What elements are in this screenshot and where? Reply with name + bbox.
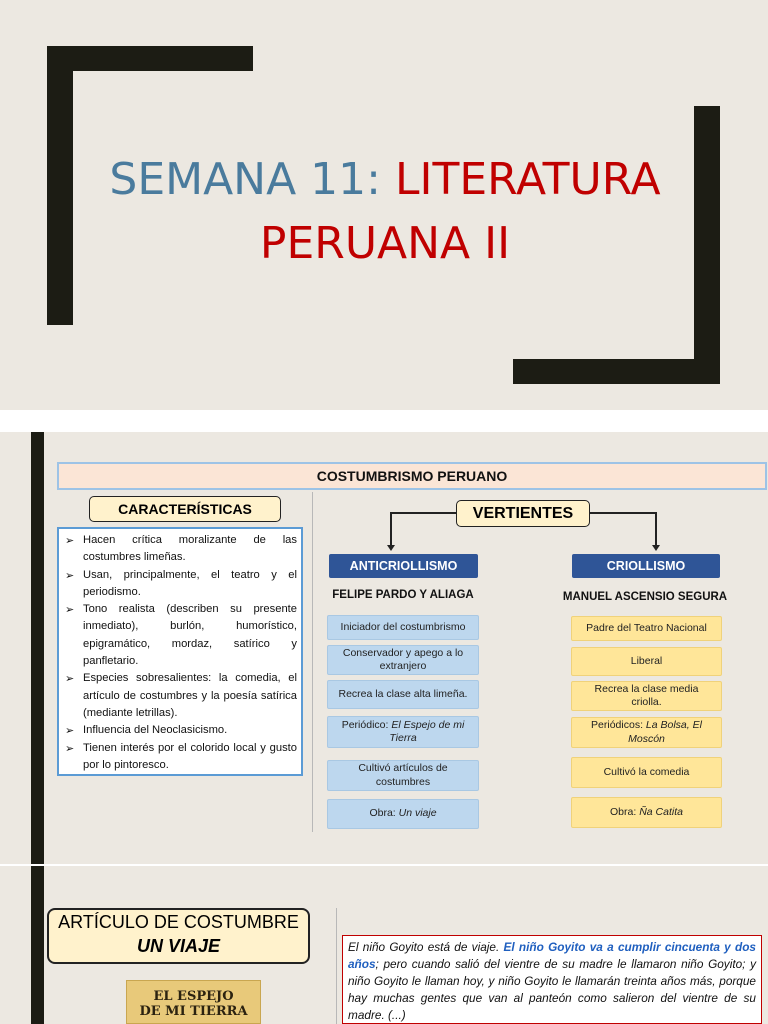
- book-cover-image: [126, 980, 261, 1024]
- anticriollismo-header: ANTICRIOLLISMO: [329, 554, 478, 578]
- connector-left-horizontal: [390, 512, 456, 514]
- arrow-down-icon: [652, 545, 660, 551]
- item-title: La Bolsa, El Moscón: [628, 719, 702, 745]
- item-text: Recrea la clase alta limeña.: [338, 687, 468, 700]
- article-name: UN VIAJE: [136, 936, 221, 956]
- title-week: SEMANA 11:: [109, 154, 395, 205]
- title-subject-line2: PERUANA II: [259, 218, 511, 269]
- item-title: Ña Catita: [639, 805, 683, 818]
- slide-title: [60, 148, 710, 276]
- item-prefix: Obra:: [610, 805, 640, 818]
- excerpt-text: El niño Goyito está de viaje.: [348, 940, 504, 954]
- item-text: Cultivó artículos de costumbres: [358, 762, 448, 788]
- item-text: Conservador y apego a lo extranjero: [342, 646, 464, 672]
- characteristics-list: [57, 527, 303, 776]
- anticriollismo-author: FELIPE PARDO Y ALIAGA: [332, 589, 474, 601]
- list-item: ➢ Especies sobresalientes: la comedia, el artículo de costumbres y la poesía satírica (mediante letrillas).: [65, 670, 297, 722]
- item-text: Liberal: [630, 654, 663, 667]
- anticriollismo-item: [327, 716, 479, 748]
- criollismo-item: [571, 616, 722, 641]
- title-subject: LITERATURA: [394, 154, 661, 205]
- column-separator: [336, 908, 337, 1024]
- list-item: ➢ Influencia del Neoclasicismo.: [65, 722, 297, 739]
- article-excerpt: [342, 935, 762, 1024]
- anticriollismo-item: [327, 615, 479, 640]
- costumbrismo-header: COSTUMBRISMO PERUANO: [57, 462, 767, 490]
- connector-left-vertical: [390, 512, 392, 546]
- book-title-line2: DE MI TIERRA: [139, 1004, 248, 1019]
- excerpt-text: ; pero cuando salió del vientre de su madre le llamaron niño Goyito; y niño Goyito le llaman hoy, y niño Goyito le llamarán treinta años más, porque hay muchas gentes que van al panteón como salieron del vientre de su madre. (...): [348, 957, 756, 1022]
- book-title-line1: EL ESPEJO: [153, 989, 234, 1004]
- left-accent-bar: [31, 432, 44, 864]
- excerpt-highlight: El niño Goyito va a cumplir cincuenta y dos años: [348, 940, 756, 971]
- connector-right-horizontal: [590, 512, 656, 514]
- criollismo-item: [571, 681, 722, 711]
- page-divider: [0, 410, 768, 432]
- item-prefix: Obra:: [369, 807, 399, 820]
- criollismo-item: [571, 647, 722, 676]
- item-prefix: Periódicos:: [591, 719, 646, 731]
- left-accent-bar: [31, 866, 44, 1024]
- criollismo-header: CRIOLLISMO: [572, 554, 720, 578]
- article-title-box: [47, 908, 310, 964]
- frame-bracket-bottom-right: [513, 359, 720, 384]
- item-text: [578, 719, 715, 746]
- item-text: Cultivó la comedia: [603, 765, 690, 778]
- item-text: [334, 719, 472, 746]
- article-title: ARTÍCULO DE COSTUMBRE: [58, 912, 299, 932]
- item-text: Iniciador del costumbrismo: [340, 620, 466, 633]
- item-text: [369, 807, 436, 821]
- anticriollismo-item: [327, 799, 479, 829]
- criollismo-item: [571, 797, 722, 828]
- vertientes-title: VERTIENTES: [456, 500, 590, 527]
- item-title: El Espejo de mi Tierra: [389, 718, 465, 744]
- list-item: ➢ Usan, principalmente, el teatro y el periodismo.: [65, 567, 297, 602]
- anticriollismo-item: [327, 760, 479, 791]
- criollismo-item: [571, 717, 722, 748]
- arrow-down-icon: [387, 545, 395, 551]
- frame-bracket-top-left: [47, 46, 253, 71]
- list-item: ➢ Hacen crítica moralizante de las costumbres limeñas.: [65, 532, 297, 567]
- characteristics-title: CARACTERÍSTICAS: [89, 496, 281, 522]
- item-text: Padre del Teatro Nacional: [586, 621, 707, 634]
- item-text: Recrea la clase media criolla.: [594, 682, 699, 708]
- column-separator: [312, 492, 313, 832]
- list-item: ➢ Tienen interés por el colorido local y gusto por lo pintoresco.: [65, 740, 297, 775]
- list-item: ➢ Tono realista (describen su presente inmediato), burlón, humorístico, epigramático, mordaz, satírico y panfletario.: [65, 601, 297, 670]
- anticriollismo-item: [327, 645, 479, 675]
- item-title: Un viaje: [398, 807, 437, 820]
- anticriollismo-item: [327, 680, 479, 709]
- item-prefix: Periódico:: [341, 718, 392, 731]
- criollismo-item: [571, 757, 722, 788]
- criollismo-author: MANUEL ASCENSIO SEGURA: [562, 591, 728, 603]
- connector-right-vertical: [655, 512, 657, 546]
- item-text: [610, 806, 683, 820]
